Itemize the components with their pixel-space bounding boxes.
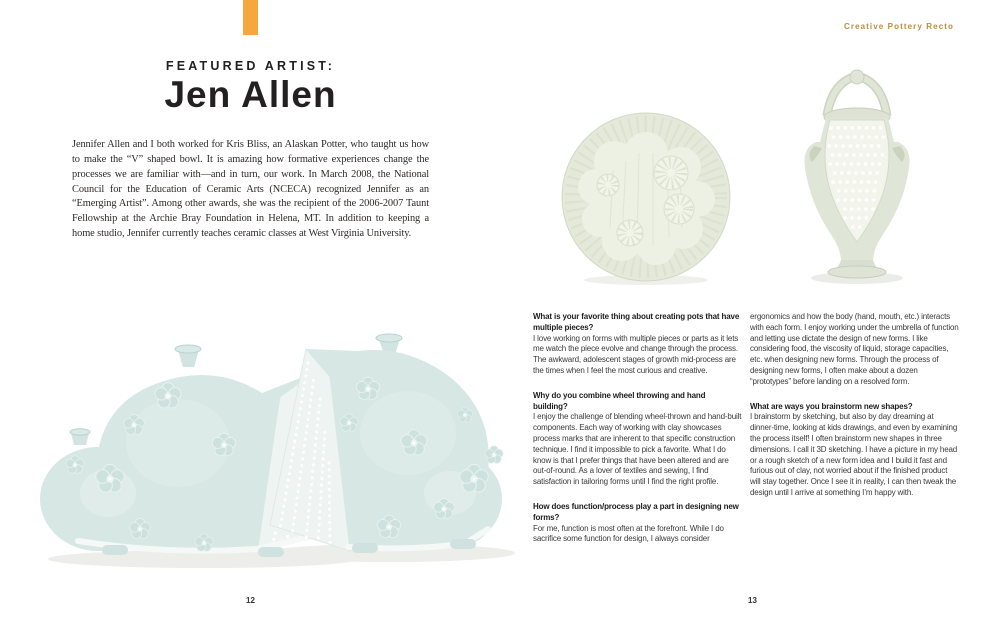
qa-answer: I enjoy the challenge of blending wheel-thrown and hand-built components. Each way of working with clay showcases process marks that are inherent to that specific construction technique. I find it impossible to pick a favorite. What I do know is that I prefer things that have been altered and are out-of-round. As a lover of textiles and sewing, I find satisfaction in tailoring forms until I find the right profile. (533, 412, 742, 487)
qa-question: How does function/process play a part in designing new forms? (533, 501, 739, 522)
qa-block (750, 402, 959, 499)
plate-photo (558, 108, 734, 288)
qa-question: What are ways you brainstorm new shapes? (750, 401, 913, 411)
page-number-left: 12 (246, 596, 255, 605)
qa-block (750, 312, 959, 388)
qa-block (533, 391, 742, 488)
qa-column-1 (533, 312, 742, 559)
qa-question: What is your favorite thing about creating pots that have multiple pieces? (533, 312, 740, 332)
accent-bar (243, 0, 258, 35)
qa-answer: For me, function is most often at the forefront. While I do sacrifice some function for design, I always consider (533, 523, 724, 544)
vase-photo (792, 62, 926, 290)
page-number-right: 13 (748, 596, 757, 605)
qa-block (533, 502, 742, 545)
qa-question: Why do you combine wheel throwing and hand building? (533, 390, 706, 411)
qa-block (533, 312, 742, 377)
pots-photo (18, 293, 523, 585)
textured-urn-illustration (792, 62, 926, 290)
page-title-artist-name: Jen Allen (164, 74, 337, 115)
qa-column-2 (750, 312, 959, 513)
qa-answer-continued: ergonomics and how the body (hand, mouth, etc.) interacts with each form. I enjoy working under the umbrella of function and letting use dictate the design of new forms. I like considering food, the viscosity of liquid, storage capacities, etc. when designing new forms. Through the process of designing new forms, I often make about a dozen “prototypes” before landing on a resolved form. (750, 312, 959, 386)
qa-answer: I love working on forms with multiple pieces or parts as it lets me watch the piece evolve and change through the process. The awkward, adolescent stages of growth mid-process are the times when I feel the most curious and creative. (533, 333, 739, 375)
flower-vessels-illustration (18, 293, 523, 585)
carved-plate-illustration (558, 108, 734, 288)
kicker-featured-artist: FEATURED ARTIST: (165, 59, 336, 73)
qa-answer: I brainstorm by sketching, but also by day dreaming at dinner-time, looking at kids drawings, and even by examining the process itself! I often brainstorm new shapes in three dimensions. I call it 3D sketching. I have a picture in my head or a rough sketch of a new form idea and I build it fast and furious out of clay, not worried about if the finished product will stay together. Once I see it in reality, I can then tweak the design until I arrive at something I’m happy with. (750, 412, 958, 497)
running-head: Creative Pottery Recto (843, 22, 954, 31)
intro-paragraph: Jennifer Allen and I both worked for Kris Bliss, an Alaskan Potter, who taught us how to make the “V” shaped bowl. It is amazing how formative experiences change the processes we are familiar with—and in turn, our work. In March 2008, the National Council for the Education of Ceramic Arts (NCECA) recognized Jennifer as an “Emerging Artist”. Among other awards, she was the recipient of the 2006-2007 Taunt Fellowship at the Archie Bray Foundation in Helena, MT. In addition to keeping a home studio, Jennifer currently teaches ceramic classes at West Virginia University. (72, 139, 429, 239)
